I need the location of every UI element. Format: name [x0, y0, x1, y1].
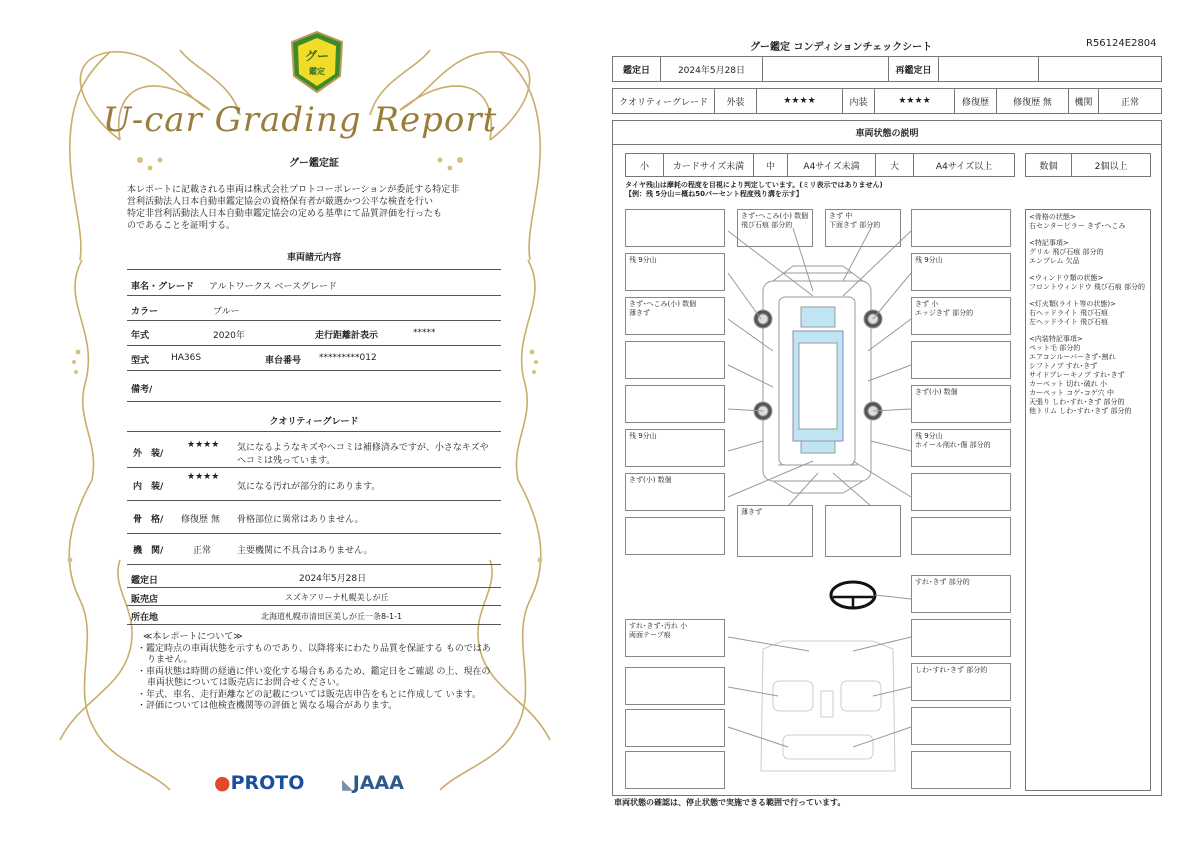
footer-logos — [214, 770, 414, 800]
color-label: カラー — [131, 307, 159, 317]
vehicle-condition-panel — [612, 120, 1162, 796]
note-box — [625, 209, 725, 247]
svg-text:鑑定: 鑑定 — [309, 67, 325, 76]
intro-line: のであることを証明する。 — [127, 221, 236, 231]
address-row — [127, 607, 501, 625]
shop-label: 販売店 — [131, 595, 159, 605]
legend-count-desc: 2個以上 — [1094, 161, 1128, 172]
note-box-left-rear: きず(小) 数個 — [625, 473, 725, 511]
legend-small: 小 — [626, 154, 664, 176]
note-box-left-front: きず･へこみ(小) 数個 薄きず — [625, 297, 725, 335]
spec-model-row — [127, 347, 501, 371]
address-label: 所在地 — [131, 613, 159, 623]
intro-line: 営利活動法人日本自動車鑑定協会の資格保有者が厳選かつ公平な検査を行い — [127, 197, 434, 207]
proto-logo: ●PROTO — [214, 772, 305, 794]
name-label: 車名・グレード — [131, 282, 195, 292]
note-box — [911, 619, 1011, 657]
ext-stars: ★★★★ — [757, 89, 843, 113]
frame-text: 骨格部位に異常はありません。 — [237, 515, 364, 525]
sheet-id: R56124E2804 — [1086, 38, 1157, 49]
note-group: <骨格の状態> 右センターピラー きず･へこみ — [1029, 213, 1126, 230]
date-label: 鑑定日 — [131, 576, 159, 586]
mileage-label: 走行距離計表示 — [315, 331, 379, 341]
grade-label: クオリティーグレード — [613, 89, 715, 113]
note-item: ・鑑定時点の車両状態を示すものであり、以降将来にわたり品質を保証する ものではありません。 — [137, 643, 491, 665]
note-box — [911, 517, 1011, 555]
address-value: 北海道札幌市清田区美しが丘一条8-1-1 — [261, 612, 403, 621]
chassis-value: *********012 — [319, 353, 377, 363]
quality-grade-row — [612, 88, 1162, 114]
certificate-intro — [127, 184, 499, 232]
tire-note-line: 【例：残 5分山＝概ね50パーセント程度残り溝を示す】 — [625, 190, 803, 198]
note-box — [825, 505, 901, 557]
engine-label: 機 関/ — [133, 546, 164, 556]
quality-exterior-row — [127, 434, 501, 468]
note-box — [625, 709, 725, 747]
quality-heading: クオリティーグレード — [269, 417, 359, 427]
legend-medium: 中 — [754, 154, 788, 176]
exterior-text-2: ヘコミは残っています。 — [237, 456, 336, 466]
spec-year-row — [127, 322, 501, 346]
count-legend — [1025, 153, 1151, 177]
model-label: 型式 — [131, 356, 150, 366]
report-script-title: U-car Grading Report — [102, 100, 498, 140]
inspection-date-row — [612, 56, 1162, 82]
spec-remarks-row — [127, 372, 501, 402]
empty-cell — [763, 57, 889, 81]
jaaa-logo: ◣JAAA — [342, 772, 404, 794]
note-box-rear-left: 薄きず — [737, 505, 813, 557]
note-box-left-tire-front: 残 9分山 — [625, 253, 725, 291]
engine-value: 正常 — [1120, 97, 1139, 108]
repair-value: 修復歴 無 — [997, 89, 1069, 113]
quality-interior-row — [127, 469, 501, 501]
goo-kantei-badge — [288, 30, 346, 96]
int-label: 内装 — [843, 89, 875, 113]
notes-heading: ≪本レポートについて≫ — [143, 632, 243, 642]
note-box — [625, 341, 725, 379]
note-box-interior-left: すれ･きず･汚れ 小 両面テープ痕 — [625, 619, 725, 657]
quality-engine-row — [127, 535, 501, 565]
spec-heading: 車両諸元内容 — [286, 253, 341, 263]
interior-stars: ★★★★ — [187, 472, 220, 482]
legend-large: 大 — [876, 154, 914, 176]
legend-large-desc: A4サイズ以上 — [935, 161, 993, 172]
ext-label: 外装 — [715, 89, 757, 113]
note-box-right-front: きず 小 エッジきず 部分的 — [911, 297, 1011, 335]
spec-name-row — [127, 274, 501, 296]
note-item: ・車両状態は時間の経過に伴い変化する場合もあるため、鑑定日をご確認 の上、現在の車両状態については販売店にお問合せください。 — [137, 666, 491, 688]
condition-check-sheet — [600, 0, 1200, 848]
note-group: <灯火類(ライト等の状態)> 右ヘッドライト 飛び石痕 左ヘッドライト 飛び石痕 — [1029, 300, 1116, 326]
note-box-top-front-right: きず 中 下面きず 部分的 — [825, 209, 901, 247]
note-box-right-middle: きず(小) 数個 — [911, 385, 1011, 423]
empty-cell — [1039, 57, 1161, 81]
year-value: 2020年 — [213, 331, 245, 341]
date-row — [127, 568, 501, 588]
engine-label: 機関 — [1069, 89, 1099, 113]
mileage-value: ***** — [413, 328, 436, 338]
note-box — [911, 473, 1011, 511]
note-box — [911, 707, 1011, 745]
note-box — [911, 209, 1011, 247]
report-notes — [137, 632, 497, 713]
repair-label: 修復歴 — [955, 89, 997, 113]
exterior-text-1: 気になるようなキズやヘコミは補修済みですが、小さなキズや — [237, 443, 489, 453]
quality-frame-row — [127, 502, 501, 534]
note-group: <ウィンドウ類の状態> フロントウィンドウ 飛び石痕 部分的 — [1029, 274, 1146, 291]
engine-value: 正常 — [193, 546, 212, 556]
note-box — [625, 751, 725, 789]
inspect-date-label: 鑑定日 — [613, 57, 661, 81]
note-item: ・評価については他検査機関等の評価と異なる場合があります。 — [137, 701, 398, 711]
sheet-title: グー鑑定 コンディションチェックシート — [750, 42, 933, 53]
name-value: アルトワークス ベースグレード — [209, 282, 337, 292]
note-group: <特記事項> グリル 飛び石痕 部分的 エンブレム 欠品 — [1029, 239, 1104, 265]
exterior-stars: ★★★★ — [187, 440, 220, 450]
date-value: 2024年5月28日 — [299, 574, 367, 584]
panel-title: 車両状態の説明 — [613, 121, 1161, 145]
svg-text:グー: グー — [304, 49, 330, 63]
note-box — [625, 517, 725, 555]
int-stars: ★★★★ — [875, 89, 955, 113]
certificate-subtitle: グー鑑定証 — [289, 158, 339, 169]
spec-color-row — [127, 297, 501, 321]
divider — [127, 268, 501, 270]
note-box-steering: すれ･きず 部分的 — [911, 575, 1011, 613]
note-item: ・年式、車名、走行距離などの記載については販売店申告をもとに作成して います。 — [137, 689, 481, 700]
note-box — [911, 341, 1011, 379]
engine-text: 主要機関に不具合はありません。 — [237, 546, 373, 556]
sheet-footer-note: 車両状態の確認は、停止状態で実施できる範囲で行っています。 — [614, 798, 846, 807]
frame-value: 修復歴 無 — [181, 515, 220, 525]
note-group: <内装特記事項> ペット毛 部分的 エアコンルーバーきず･割れ シフトノブ すれ･きず サイドブレーキノブ すれ･きず カーペット 切れ･破れ 小 カーペット コゲ･コゲ穴 中 天張り しわ･すれ･きず 部分的 他トリム しわ･すれ･きず 部分的 — [1029, 335, 1132, 415]
remarks-label: 備考/ — [131, 385, 153, 395]
legend-count: 数個 — [1026, 154, 1072, 176]
note-box-right-tire-rear: 残 9分山 ホイール削れ･傷 部分的 — [911, 429, 1011, 467]
legend-medium-desc: A4サイズ未満 — [788, 154, 876, 176]
shop-value: スズキアリーナ札幌美しが丘 — [285, 593, 389, 602]
note-box-top-front-left: きず･へこみ(小) 数個 飛び石痕 部分的 — [737, 209, 813, 247]
exterior-label: 外 装/ — [133, 449, 164, 459]
condition-side-notes — [1025, 209, 1151, 791]
note-box-left-tire-rear: 残 9分山 — [625, 429, 725, 467]
interior-text: 気になる汚れが部分的にあります。 — [237, 482, 381, 492]
note-box-interior-right: しわ･すれ･きず 部分的 — [911, 663, 1011, 701]
note-box-right-tire-front: 残 9分山 — [911, 253, 1011, 291]
intro-line: 特定非営利活動法人日本自動車鑑定協会の定める基準にて品質評価を行ったも — [127, 209, 443, 219]
intro-line: 本レポートに記載される車両は株式会社プロトコーポレーションが委託する特定非 — [127, 185, 460, 195]
interior-label: 内 装/ — [133, 482, 164, 492]
legend-small-desc: カードサイズ未満 — [664, 154, 754, 176]
note-box — [625, 385, 725, 423]
shop-row — [127, 589, 501, 606]
color-value: ブルー — [213, 307, 240, 317]
year-label: 年式 — [131, 331, 150, 341]
model-value: HA36S — [171, 353, 202, 363]
inspect-date-value: 2024年5月28日 — [661, 57, 763, 81]
divider — [127, 430, 501, 432]
chassis-label: 車台番号 — [265, 356, 302, 366]
reinspect-label: 再鑑定日 — [889, 57, 939, 81]
reinspect-value — [939, 57, 1039, 81]
tire-note-line: タイヤ残山は摩耗の程度を目視により判定しています。(ミリ表示ではありません) — [625, 181, 883, 189]
note-box — [625, 667, 725, 705]
frame-label: 骨 格/ — [133, 515, 164, 525]
note-box — [911, 751, 1011, 789]
